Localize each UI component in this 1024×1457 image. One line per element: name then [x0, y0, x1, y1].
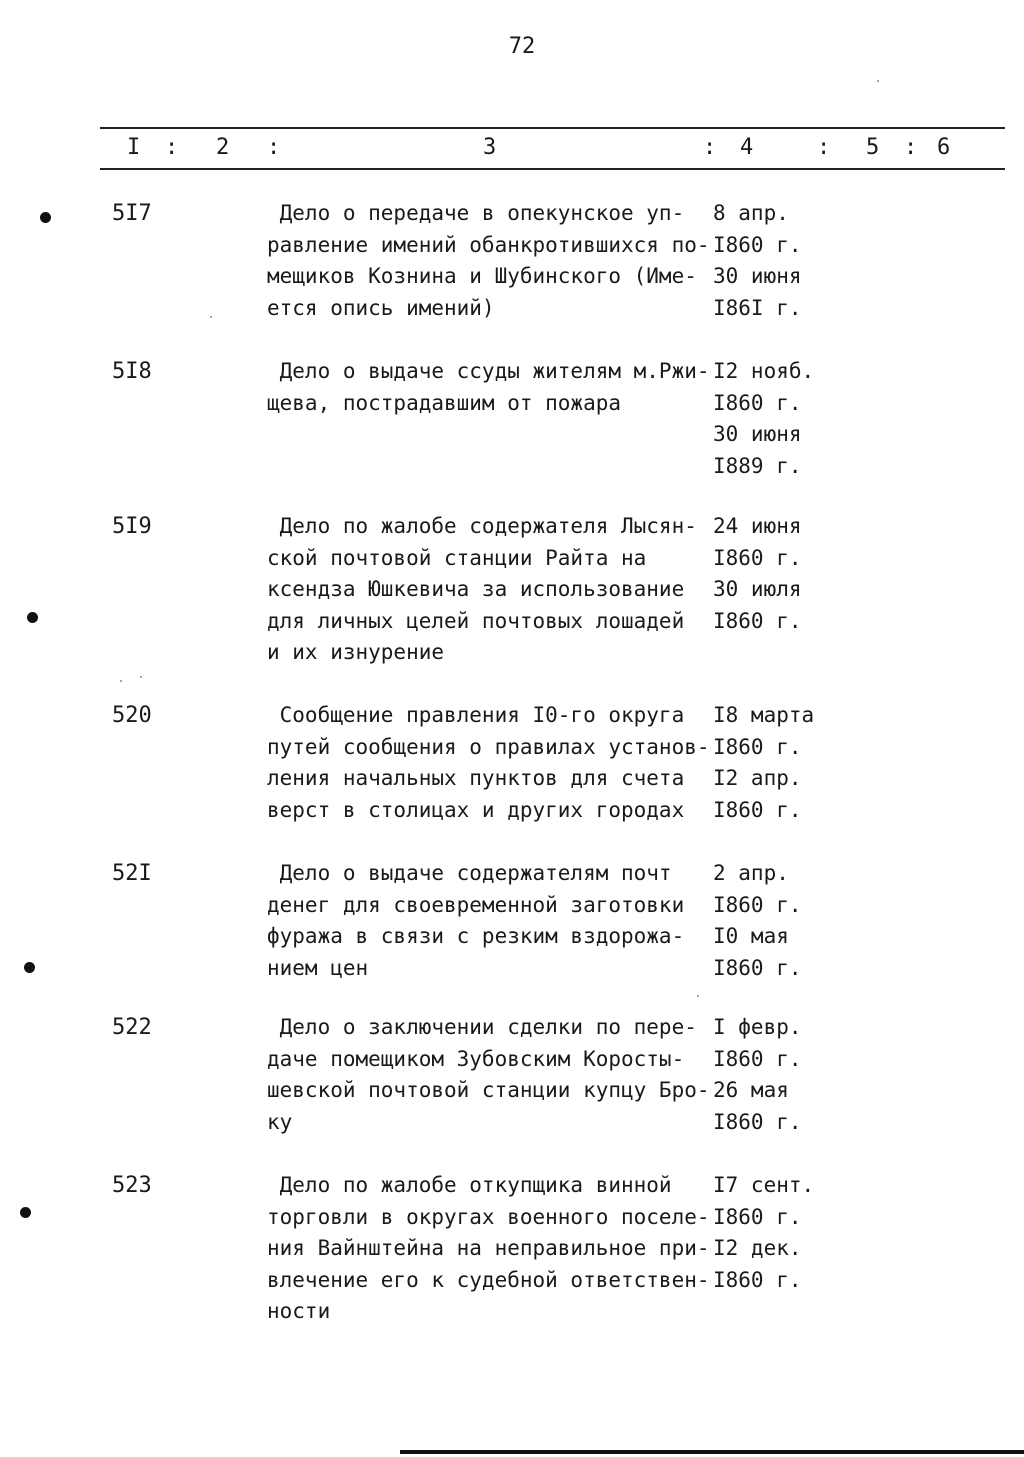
entry-title: [267, 198, 710, 324]
entry-title-line: ксендза Юшкевича за использование: [267, 577, 685, 601]
entry-title-line: Сообщение правления I0-го округа: [267, 703, 685, 727]
column-header-4: 4: [740, 135, 754, 160]
column-separator: :: [904, 135, 918, 160]
punch-hole: [40, 212, 51, 223]
entry-date-line: I7 сент.: [713, 1173, 815, 1197]
entry-title: [267, 1170, 710, 1328]
scan-speck: [697, 995, 699, 997]
entry-date-line: I860 г.: [713, 608, 802, 633]
entry-title-line: денег для своевременной заготовки: [267, 892, 685, 917]
column-separator: :: [703, 135, 717, 160]
entry-title-line: равление имений обанкротившихся по-: [267, 232, 710, 257]
entry-date-line: 30 июня: [713, 264, 802, 288]
entry-number: 523: [112, 1173, 152, 1198]
column-separator: :: [165, 135, 179, 160]
entry-date-line: 30 июля: [713, 577, 802, 601]
table-header-top-rule: [100, 127, 1005, 129]
entry-date-line: I860 г.: [713, 1109, 802, 1134]
entry-title-line: ления начальных пунктов для счета: [267, 766, 685, 790]
page-number: 72: [508, 34, 536, 59]
entry-title-line: Дело о передаче в опекунское уп-: [267, 201, 685, 225]
entry-title-line: даче помещиком Зубовским Коросты-: [267, 1046, 685, 1071]
entry-date-line: I860 г.: [713, 390, 802, 415]
entry-title: [267, 356, 710, 419]
entry-date-line: I2 нояб.: [713, 359, 815, 383]
column-header-5: 5: [866, 135, 880, 160]
entry-dates: [713, 700, 823, 826]
entry-date-line: I860 г.: [713, 955, 802, 980]
punch-hole: [20, 1207, 31, 1218]
entry-date-line: 26 мая: [713, 1078, 789, 1102]
entry-number: 5I7: [112, 201, 152, 226]
entry-title-line: торговли в округах военного поселе-: [267, 1204, 710, 1229]
entry-dates: [713, 511, 823, 637]
entry-title-line: нием цен: [267, 955, 369, 980]
entry-title-line: фуража в связи с резким вздорожа-: [267, 924, 685, 948]
entry-title-line: щева, пострадавшим от пожара: [267, 390, 622, 415]
entry-title: [267, 511, 707, 669]
entry-number: 522: [112, 1015, 152, 1040]
entry-number: 520: [112, 703, 152, 728]
page-bottom-edge: [400, 1450, 1024, 1454]
entry-title: [267, 858, 707, 984]
entry-date-line: I0 мая: [713, 924, 789, 948]
entry-date-line: I860 г.: [713, 892, 802, 917]
entry-number: 5I8: [112, 359, 152, 384]
entry-date-line: I889 г.: [713, 453, 802, 478]
entry-dates: [713, 858, 823, 984]
entry-title-line: верст в столицах и других городах: [267, 797, 685, 822]
entry-date-line: I860 г.: [713, 797, 802, 822]
entry-date-line: I860 г.: [713, 545, 802, 570]
entry-title-line: Дело о выдаче содержателям почт: [267, 861, 672, 885]
entry-title-line: Дело по жалобе содержателя Лысян-: [267, 514, 697, 538]
entry-title-line: мещиков Кознина и Шубинского (Име-: [267, 264, 697, 288]
entry-date-line: 24 июня: [713, 514, 802, 538]
scan-speck: [120, 680, 122, 682]
entry-title-line: ности: [267, 1299, 331, 1323]
entry-date-line: I86I г.: [713, 295, 802, 320]
scan-speck: [877, 80, 879, 82]
entry-dates: [713, 1012, 823, 1138]
entry-title-line: ской почтовой станции Райта на: [267, 545, 647, 570]
entry-dates: [713, 198, 823, 324]
entry-title-line: ния Вайнштейна на неправильное при-: [267, 1236, 710, 1260]
punch-hole: [27, 612, 38, 623]
entry-title-line: влечение его к судебной ответствен-: [267, 1267, 710, 1292]
entry-date-line: 8 апр.: [713, 201, 789, 225]
entry-date-line: 2 апр.: [713, 861, 789, 885]
column-header-6: 6: [937, 135, 951, 160]
entry-date-line: I860 г.: [713, 734, 802, 759]
entry-dates: [713, 356, 823, 482]
entry-date-line: I2 дек.: [713, 1236, 802, 1260]
entry-title-line: ется опись имений): [267, 295, 495, 320]
entry-date-line: I860 г.: [713, 1046, 802, 1071]
entry-date-line: I860 г.: [713, 1267, 802, 1292]
scan-speck: [210, 316, 212, 318]
entry-title-line: Дело по жалобе откупщика винной: [267, 1173, 672, 1197]
entry-title-line: Дело о заключении сделки по пере-: [267, 1015, 697, 1039]
entry-date-line: I8 марта: [713, 703, 815, 727]
entry-title: [267, 1012, 710, 1138]
column-header-1: I: [127, 135, 141, 160]
entry-title-line: шевской почтовой станции купцу Бро-: [267, 1078, 710, 1102]
entry-title-line: Дело о выдаче ссуды жителям м.Ржи-: [267, 359, 710, 383]
column-header-2: 2: [216, 135, 230, 160]
column-separator: :: [267, 135, 281, 160]
entry-date-line: I2 апр.: [713, 766, 802, 790]
scan-speck: [140, 676, 142, 678]
column-separator: :: [817, 135, 831, 160]
entry-title-line: и их изнурение: [267, 640, 445, 664]
entry-title-line: путей сообщения о правилах установ-: [267, 734, 710, 759]
entry-dates: [713, 1170, 823, 1296]
punch-hole: [24, 962, 35, 973]
entry-title: [267, 700, 710, 826]
entry-number: 5I9: [112, 514, 152, 539]
entry-number: 52I: [112, 861, 152, 886]
entry-title-line: ку: [267, 1109, 293, 1134]
entry-date-line: I860 г.: [713, 232, 802, 257]
table-header-bottom-rule: [100, 168, 1005, 170]
entry-title-line: для личных целей почтовых лошадей: [267, 608, 685, 633]
column-header-3: 3: [483, 135, 497, 160]
entry-date-line: 30 июня: [713, 422, 802, 446]
entry-date-line: I860 г.: [713, 1204, 802, 1229]
entry-date-line: I февр.: [713, 1015, 802, 1039]
